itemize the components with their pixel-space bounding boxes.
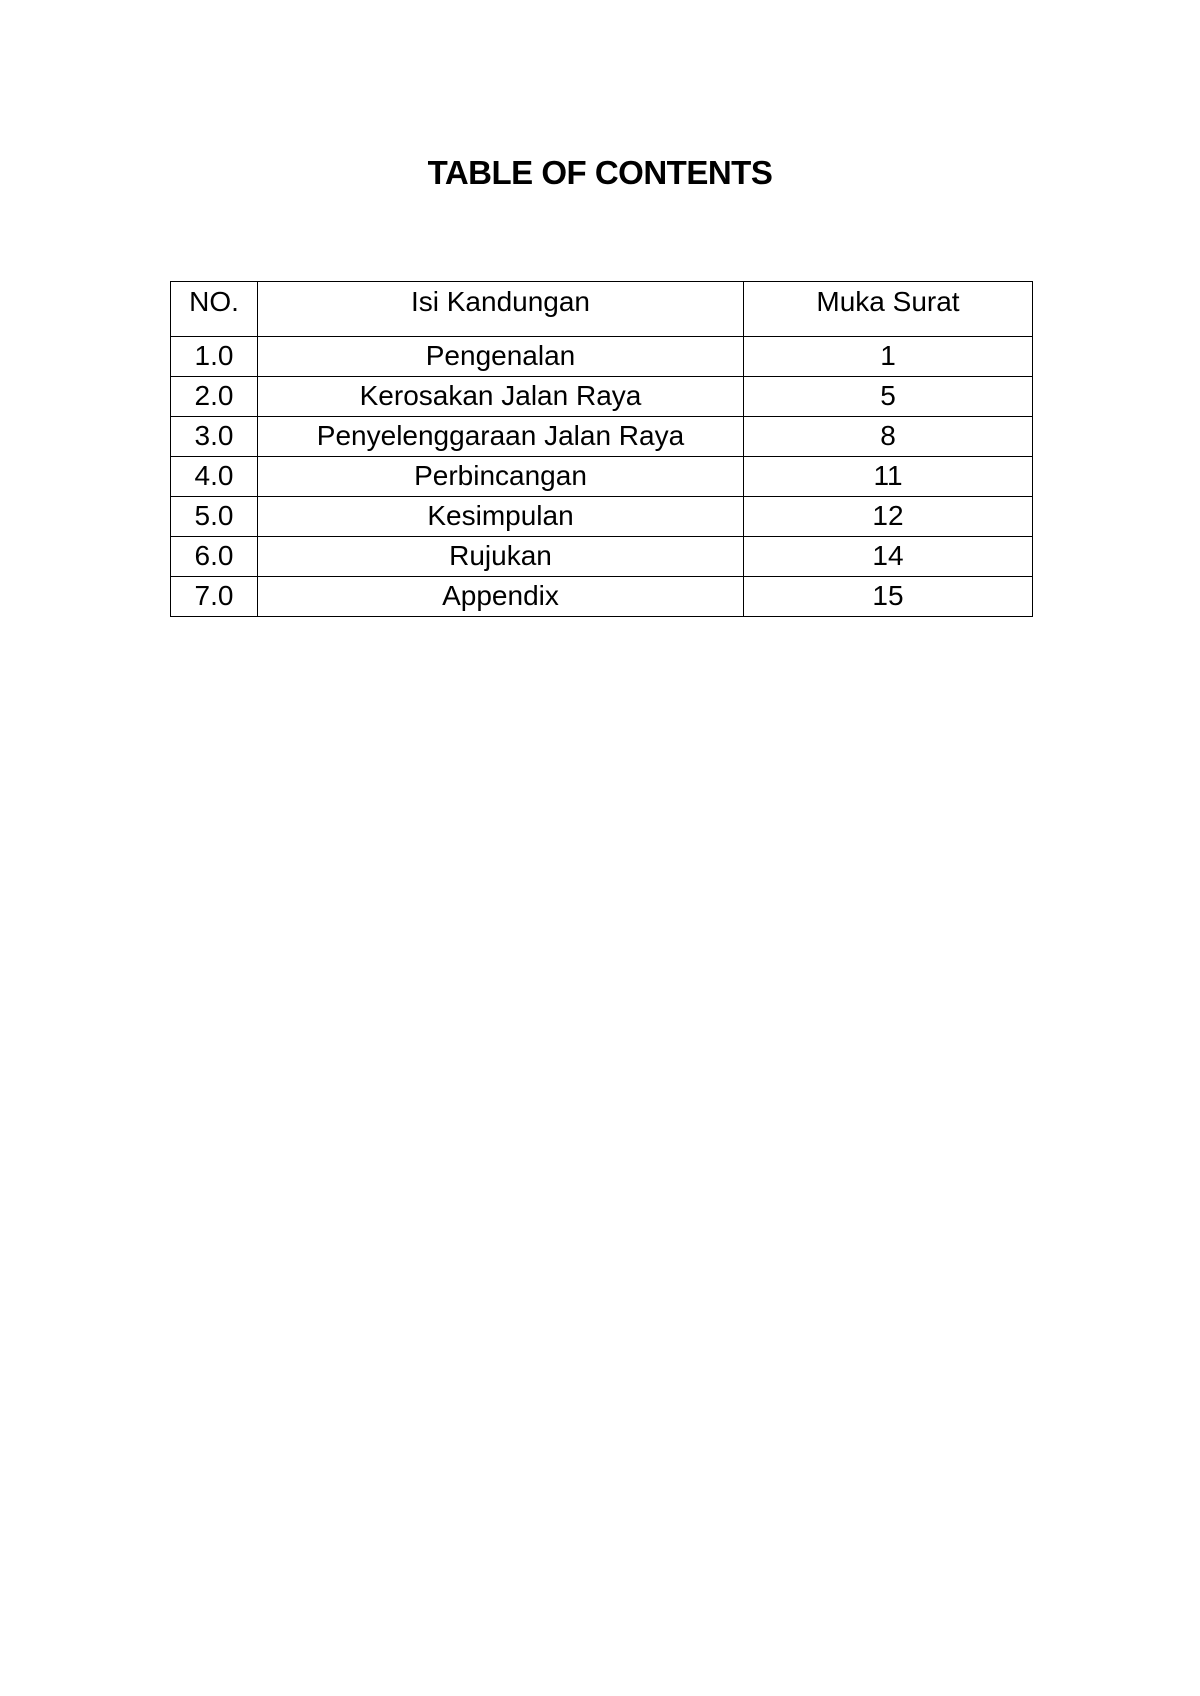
table-row xyxy=(171,577,1033,617)
header-content: Isi Kandungan xyxy=(258,282,744,337)
table-row xyxy=(171,417,1033,457)
row-no: 2.0 xyxy=(171,377,258,417)
header-page: Muka Surat xyxy=(744,282,1033,337)
row-no: 3.0 xyxy=(171,417,258,457)
row-content: Rujukan xyxy=(258,537,744,577)
table-row xyxy=(171,377,1033,417)
table-row xyxy=(171,457,1033,497)
row-page: 8 xyxy=(744,417,1033,457)
table-row xyxy=(171,537,1033,577)
row-content: Perbincangan xyxy=(258,457,744,497)
row-page: 14 xyxy=(744,537,1033,577)
row-content: Penyelenggaraan Jalan Raya xyxy=(258,417,744,457)
table-row xyxy=(171,497,1033,537)
row-no: 1.0 xyxy=(171,337,258,377)
header-no: NO. xyxy=(171,282,258,337)
table-header-row xyxy=(171,282,1033,337)
toc-table xyxy=(170,281,1033,617)
row-page: 11 xyxy=(744,457,1033,497)
row-content: Appendix xyxy=(258,577,744,617)
row-no: 4.0 xyxy=(171,457,258,497)
row-no: 7.0 xyxy=(171,577,258,617)
row-content: Kerosakan Jalan Raya xyxy=(258,377,744,417)
row-page: 5 xyxy=(744,377,1033,417)
page-title: TABLE OF CONTENTS xyxy=(427,154,773,191)
row-page: 1 xyxy=(744,337,1033,377)
row-page: 12 xyxy=(744,497,1033,537)
row-content: Pengenalan xyxy=(258,337,744,377)
row-page: 15 xyxy=(744,577,1033,617)
row-no: 5.0 xyxy=(171,497,258,537)
row-no: 6.0 xyxy=(171,537,258,577)
row-content: Kesimpulan xyxy=(258,497,744,537)
table-row xyxy=(171,337,1033,377)
